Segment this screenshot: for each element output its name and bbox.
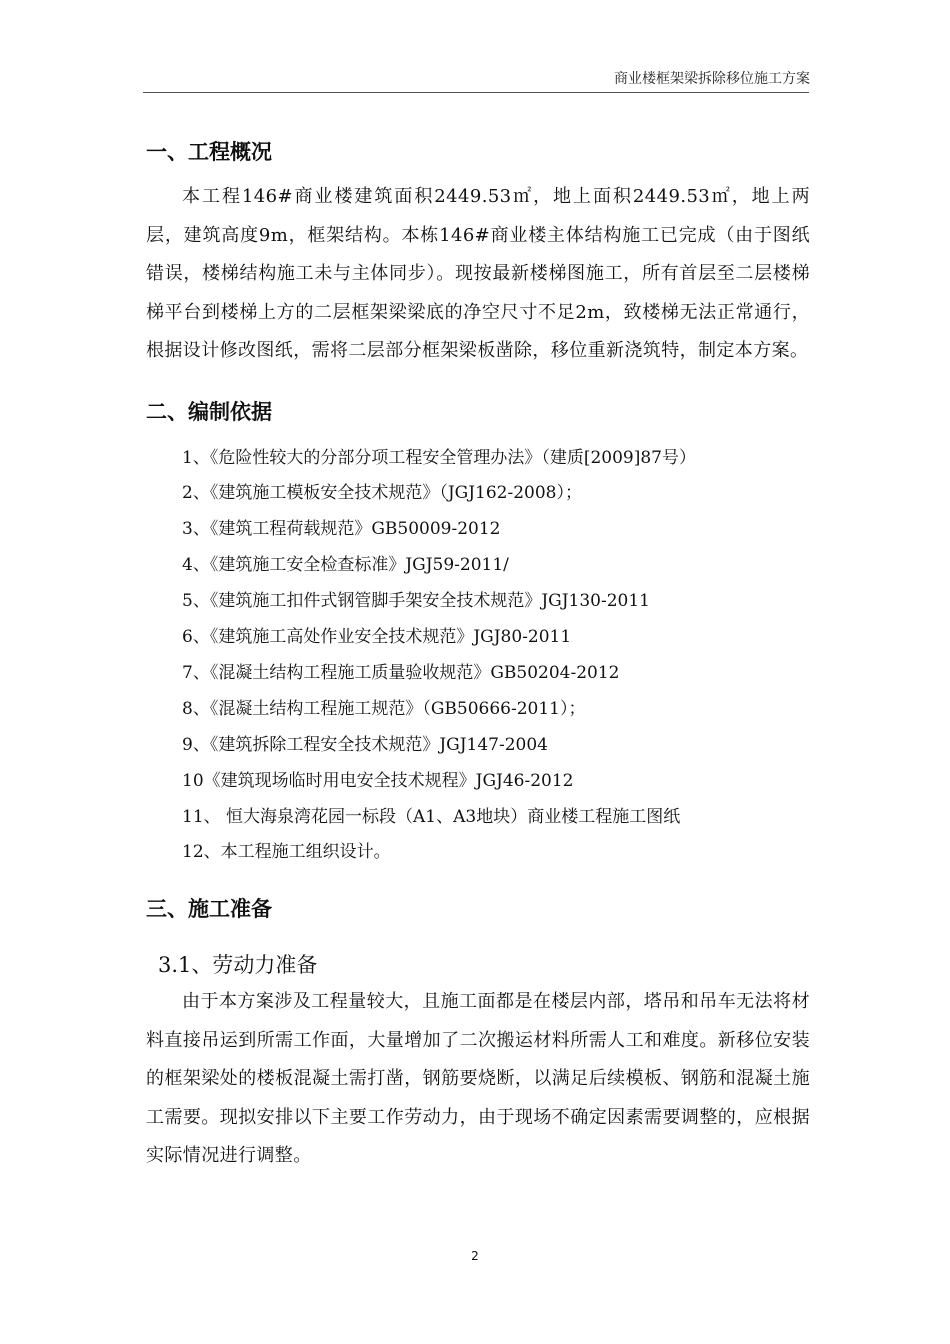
header-divider — [143, 92, 809, 93]
subsection-title-labor: 3.1、劳动力准备 — [158, 953, 318, 978]
list-item: 2、《建筑施工模板安全技术规范》（JGJ162-2008）； — [182, 483, 582, 504]
list-item: 6、《建筑施工高处作业安全技术规范》JGJ80-2011 — [182, 627, 572, 648]
section-title-preparation: 三、施工准备 — [146, 897, 272, 922]
page-content — [146, 134, 810, 1176]
page-number: 2 — [471, 1249, 479, 1263]
overview-paragraph: 本工程146#商业楼建筑面积2449.53㎡，地上面积2449.53㎡，地上两层，建筑高度9m，框架结构。本栋146#商业楼主体结构施工已完成（由于图纸错误，楼梯结构施工未与主体同步）。现按最新楼梯图施工，所有首层至二层楼梯梯平台到楼梯上方的二层框架梁梁底的净空尺寸不足2m，致楼梯无法正常通行，根据设计修改图纸，需将二层部分框架梁板凿除，移位重新浇筑特，制定本方案。 — [146, 186, 810, 361]
running-header: 商业楼框架梁拆除移位施工方案 — [614, 71, 810, 87]
list-item: 3、《建筑工程荷载规范》GB50009-2012 — [182, 519, 501, 540]
list-item: 12、本工程施工组织设计。 — [182, 842, 391, 863]
list-item: 9、《建筑拆除工程安全技术规范》JGJ147-2004 — [182, 734, 548, 755]
basis-list — [146, 441, 810, 872]
list-item: 4、《建筑施工安全检查标准》JGJ59-2011/ — [182, 555, 509, 576]
list-item: 10《建筑现场临时用电安全技术规程》JGJ46-2012 — [182, 770, 574, 791]
list-item: 8、《混凝土结构工程施工规范》（GB50666-2011）； — [182, 698, 586, 719]
list-item: 11、 恒大海泉湾花园一标段（A1、A3地块）商业楼工程施工图纸 — [182, 806, 681, 827]
list-item: 1、《危险性较大的分部分项工程安全管理办法》（建质[2009]87号） — [182, 447, 696, 468]
list-item: 5、《建筑施工扣件式钢管脚手架安全技术规范》JGJ130-2011 — [182, 591, 650, 612]
list-item: 7、《混凝土结构工程施工质量验收规范》GB50204-2012 — [182, 662, 620, 683]
section-title-basis: 二、编制依据 — [146, 399, 272, 424]
labor-paragraph: 由于本方案涉及工程量较大，且施工面都是在楼层内部，塔吊和吊车无法将材料直接吊运到所需工作面，大量增加了二次搬运材料所需人工和难度。新移位安装的框架梁处的楼板混凝土需打凿，钢筋要烧断，以满足后续模板、钢筋和混凝土施工需要。现拟安排以下主要工作劳动力，由于现场不确定因素需要调整的，应根据实际情况进行调整。 — [146, 991, 810, 1167]
section-title-overview: 一、工程概况 — [146, 140, 272, 164]
